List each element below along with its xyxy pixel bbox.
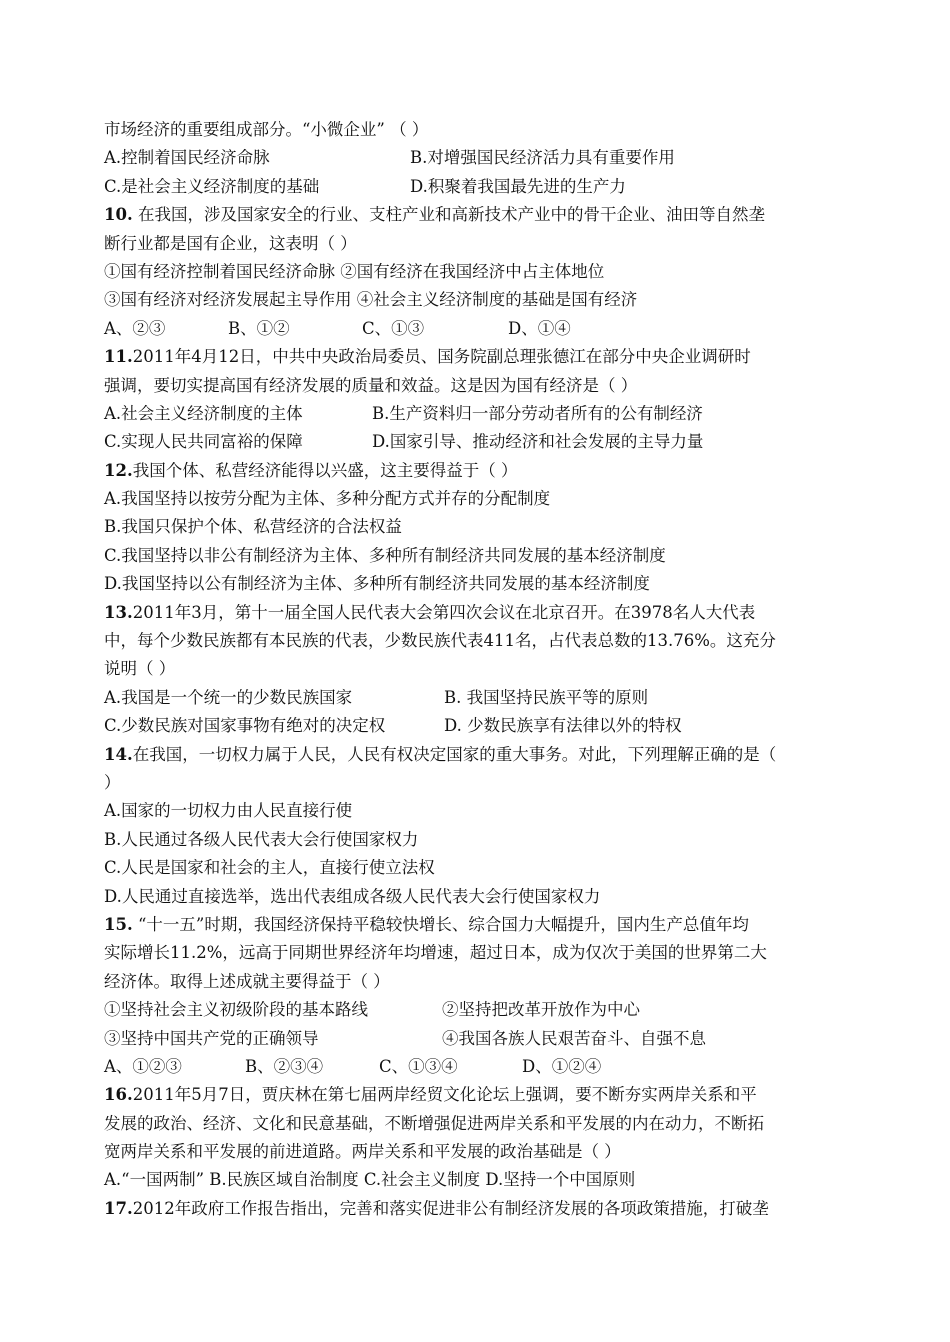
option-b: B.对增强国民经济活力具有重要作用 [410, 148, 675, 168]
option-a: A、②③ [104, 318, 166, 338]
option-c: C.少数民族对国家事物有绝对的决定权 [104, 716, 386, 736]
question-11-options-cd [104, 428, 850, 456]
question-15-statements-34 [104, 1025, 850, 1053]
question-13-stem-3: 说明（ ） [104, 659, 176, 679]
question-14-stem-1 [104, 741, 850, 769]
option-c: C.实现人民共同富裕的保障 [104, 432, 303, 452]
question-15-stem-1 [104, 911, 850, 939]
question-10-statements-34: ③国有经济对经济发展起主导作用 ④社会主义经济制度的基础是国有经济 [104, 290, 638, 310]
option-d: D.积聚着我国最先进的生产力 [410, 176, 626, 196]
option-c: C.我国坚持以非公有制经济为主体、多种所有制经济共同发展的基本经济制度 [104, 545, 666, 565]
question-10-stem-1 [104, 201, 850, 229]
question-13-options-ab [104, 684, 850, 712]
statement-3: ③坚持中国共产党的正确领导 [104, 1028, 319, 1048]
statement-2: ②坚持把改革开放作为中心 [442, 1000, 640, 1020]
option-b: B.我国只保护个体、私营经济的合法权益 [104, 517, 402, 537]
question-number: 13. [104, 602, 133, 622]
statement-1: ①坚持社会主义初级阶段的基本路线 [104, 1000, 368, 1020]
question-9-options-ab [104, 144, 850, 172]
question-10-options [104, 315, 850, 343]
option-d: D. 少数民族享有法律以外的特权 [444, 716, 682, 736]
option-b: B、①② [228, 318, 290, 338]
question-16-stem-1 [104, 1081, 850, 1109]
question-15-options [104, 1053, 850, 1081]
question-15-stem-2: 实际增长11.2%，远高于同期世界经济年均增速，超过日本，成为仅次于美国的世界第二大 [104, 943, 767, 963]
option-b: B、②③④ [245, 1056, 324, 1076]
statement-4: ④我国各族人民艰苦奋斗、自强不息 [442, 1028, 706, 1048]
question-text: 2011年5月7日，贾庆林在第七届两岸经贸文化论坛上强调，要不断夯实两岸关系和平 [132, 1085, 757, 1105]
question-number: 11. [104, 347, 133, 367]
question-text: 在我国，一切权力属于人民，人民有权决定国家的重大事务。对此，下列理解正确的是（ [132, 744, 777, 764]
question-text: 2011年3月，第十一届全国人民代表大会第四次会议在北京召开。在3978名人大代表 [132, 602, 756, 622]
option-d: D.人民通过直接选举，选出代表组成各级人民代表大会行使国家权力 [104, 886, 601, 906]
question-number: 10. [104, 205, 133, 225]
question-text: 2012年政府工作报告指出，完善和落实促进非公有制经济发展的各项政策措施，打破垄 [132, 1198, 769, 1218]
question-9-options-cd [104, 173, 850, 201]
question-text: 我国个体、私营经济能得以兴盛，这主要得益于（ ） [132, 460, 518, 480]
option-b: B.生产资料归一部分劳动者所有的公有制经济 [372, 403, 703, 423]
option-c: C、①③ [362, 318, 425, 338]
question-9-stem-tail: 市场经济的重要组成部分。“小微企业” （ ） [104, 120, 429, 139]
question-13-stem-1 [104, 599, 850, 627]
question-11-stem-2: 强调，要切实提高国有经济发展的质量和效益。这是因为国有经济是（ ） [104, 375, 638, 395]
exam-page [104, 116, 850, 1223]
option-b: B.人民通过各级人民代表大会行使国家权力 [104, 829, 419, 849]
option-a: A.社会主义经济制度的主体 [104, 403, 303, 423]
question-text: 在我国，涉及国家安全的行业、支柱产业和高新技术产业中的骨干企业、油田等自然垄 [132, 205, 765, 225]
option-d: D.国家引导、推动经济和社会发展的主导力量 [372, 432, 704, 452]
option-c: C、①③④ [379, 1056, 458, 1076]
question-13-options-cd [104, 712, 850, 740]
question-12-stem [104, 457, 850, 485]
option-b: B. 我国坚持民族平等的原则 [444, 687, 649, 707]
question-number: 12. [104, 460, 133, 480]
question-15-statements-12 [104, 996, 850, 1024]
question-10-stem-2: 断行业都是国有企业，这表明（ ） [104, 233, 357, 253]
question-16-stem-2: 发展的政治、经济、文化和民意基础，不断增强促进两岸关系和平发展的内在动力，不断拓 [104, 1113, 764, 1133]
question-16-stem-3: 宽两岸关系和平发展的前进道路。两岸关系和平发展的政治基础是（ ） [104, 1142, 621, 1162]
question-text: 2011年4月12日，中共中央政治局委员、国务院副总理张德江在部分中央企业调研时 [132, 347, 751, 367]
option-d: D、①②④ [522, 1056, 602, 1076]
question-14-stem-2: ） [104, 772, 121, 792]
option-d: D、①④ [508, 318, 571, 338]
question-10-statements-12: ①国有经济控制着国民经济命脉 ②国有经济在我国经济中占主体地位 [104, 261, 605, 281]
question-13-stem-2: 中，每个少数民族都有本民族的代表，少数民族代表411名，占代表总数的13.76%。这充分 [104, 631, 776, 651]
question-number: 15. [104, 914, 133, 934]
question-11-stem-1 [104, 343, 850, 371]
question-number: 17. [104, 1198, 133, 1218]
option-a: A.我国坚持以按劳分配为主体、多种分配方式并存的分配制度 [104, 489, 551, 509]
option-d: D.我国坚持以公有制经济为主体、多种所有制经济共同发展的基本经济制度 [104, 574, 650, 594]
option-a: A.控制着国民经济命脉 [104, 148, 270, 168]
question-16-options: A.“一国两制” B.民族区域自治制度 C.社会主义制度 D.坚持一个中国原则 [104, 1170, 636, 1190]
option-a: A、①②③ [104, 1056, 182, 1076]
question-number: 14. [104, 744, 133, 764]
question-number: 16. [104, 1085, 133, 1105]
option-c: C.是社会主义经济制度的基础 [104, 176, 320, 196]
question-15-stem-3: 经济体。取得上述成就主要得益于（ ） [104, 971, 390, 991]
question-text: “十一五”时期，我国经济保持平稳较快增长、综合国力大幅提升，国内生产总值年均 [132, 914, 749, 934]
question-11-options-ab [104, 400, 850, 428]
option-c: C.人民是国家和社会的主人，直接行使立法权 [104, 858, 435, 878]
question-17-stem-1 [104, 1195, 850, 1223]
option-a: A.国家的一切权力由人民直接行使 [104, 801, 353, 821]
option-a: A.我国是一个统一的少数民族国家 [104, 687, 353, 707]
